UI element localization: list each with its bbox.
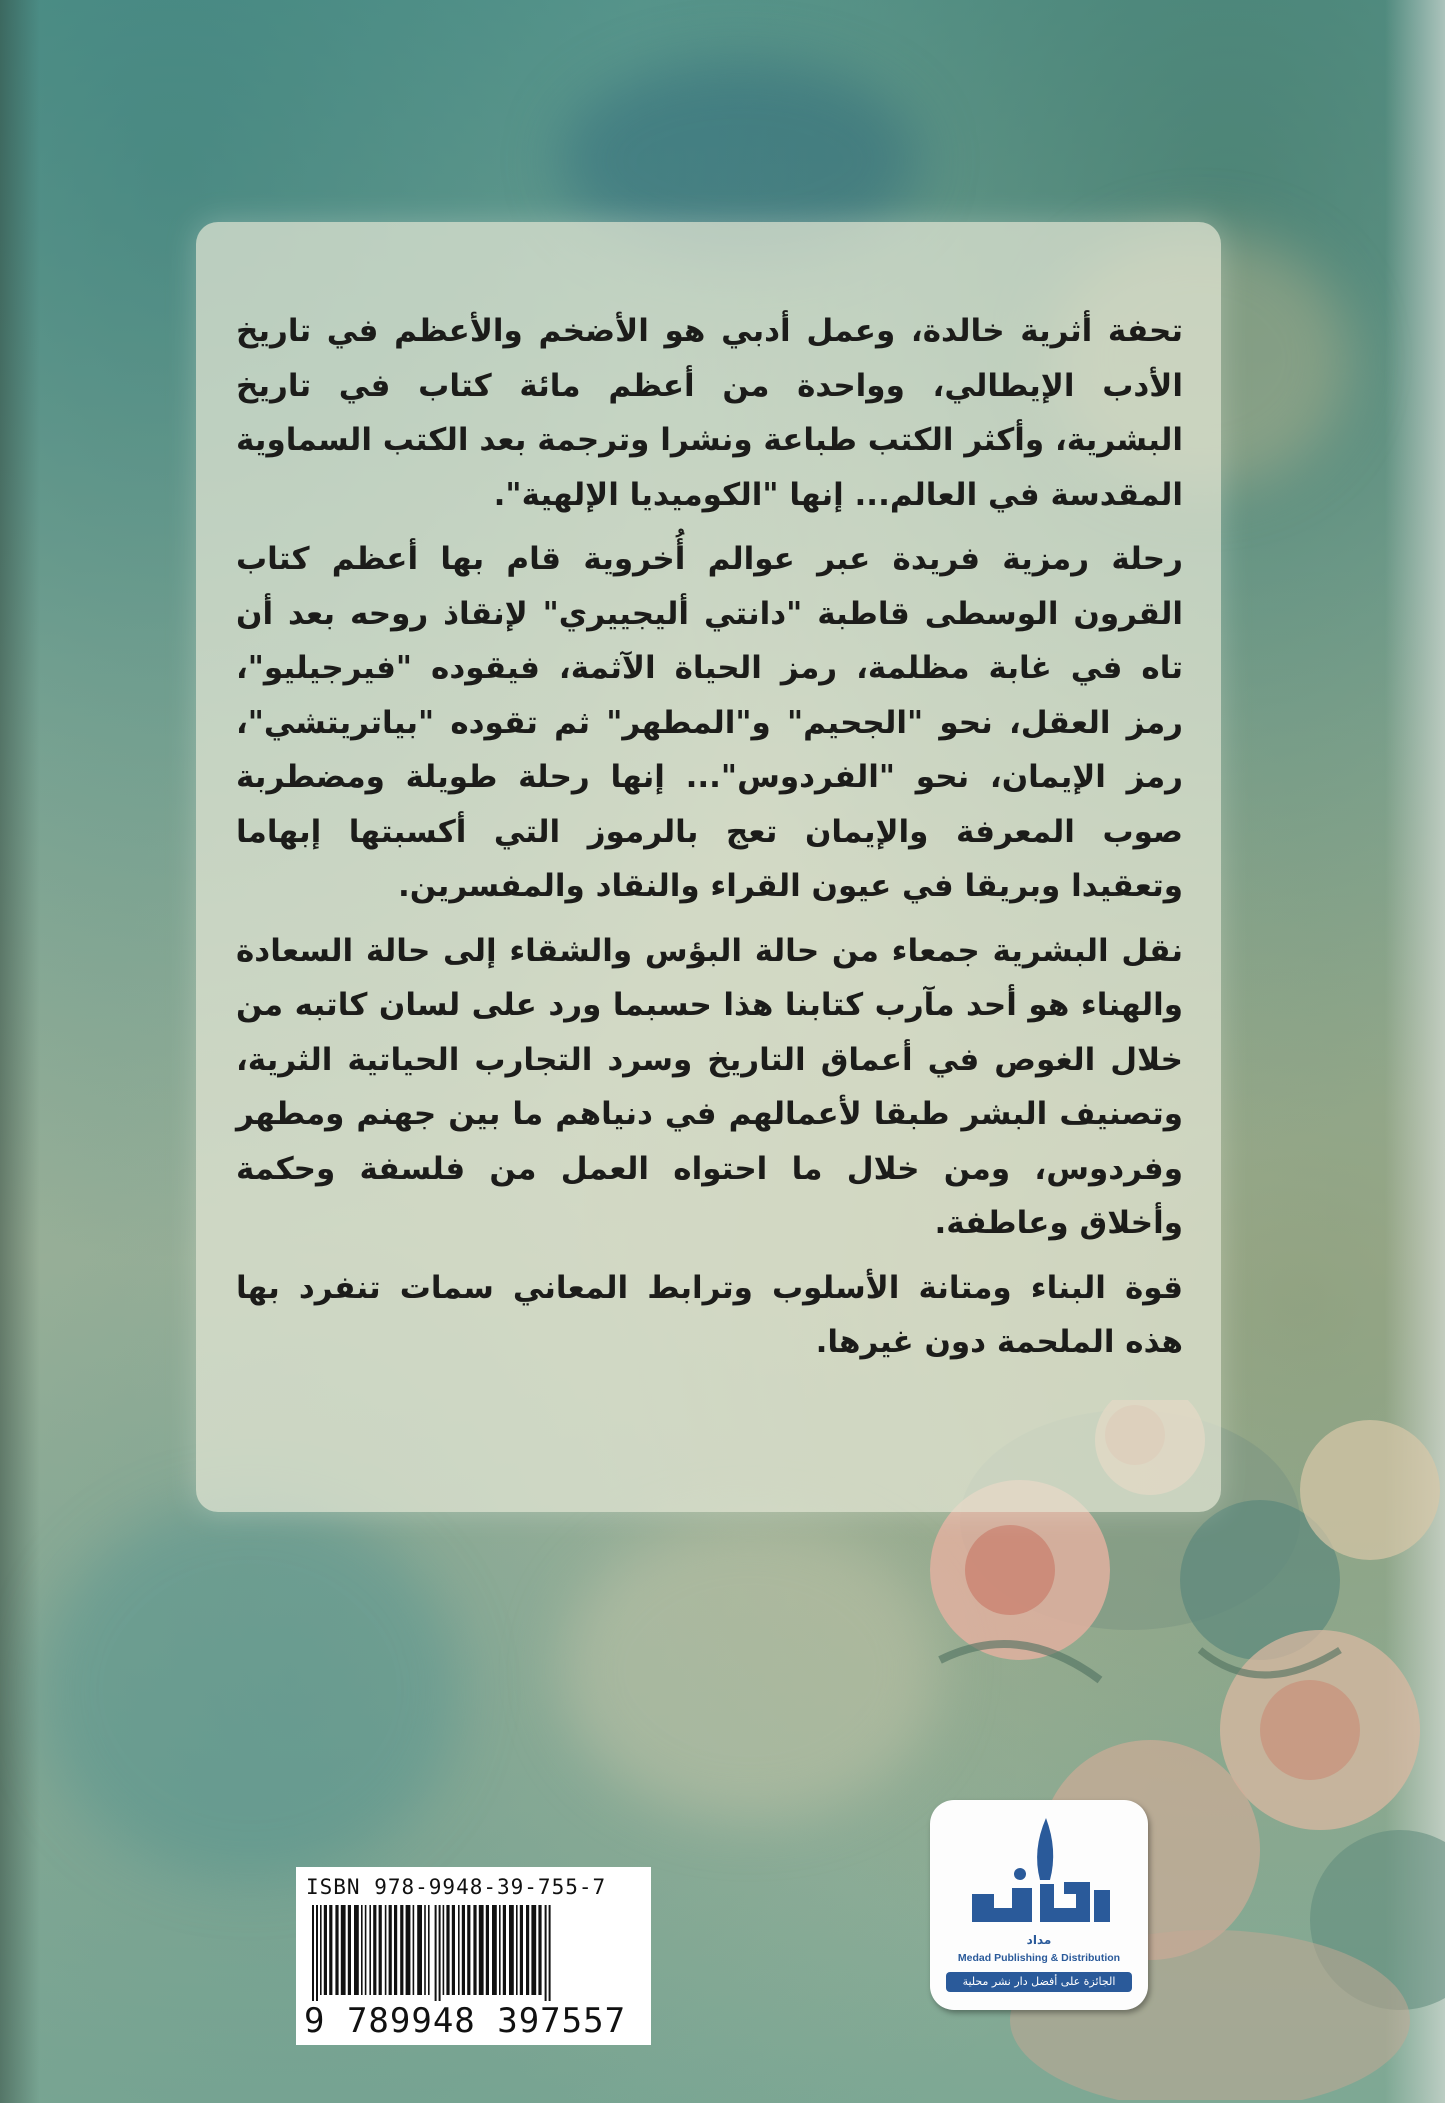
barcode-bar <box>424 1905 426 1995</box>
barcode-bar <box>320 1905 322 1995</box>
barcode-bar <box>443 1905 445 1995</box>
barcode-icon <box>310 1905 637 2001</box>
barcode-bar <box>369 1905 371 1995</box>
barcode-bar <box>394 1905 397 1995</box>
description-text <box>236 304 1183 1380</box>
logo-text: مداد <box>1026 1933 1052 1947</box>
paragraph-1: تحفة أثرية خالدة، وعمل أدبي هو الأضخم والأعظم في تاريخ الأدب الإيطالي، وواحدة من أعظم مائة كتاب في تاريخ البشرية، وأكثر الكتب طباعة ونشرا وترجمة بعد الكتب السماوية المقدسة في العالم... إنها "الكوميديا الإلهية". <box>236 313 1183 513</box>
paragraph-2: رحلة رمزية فريدة عبر عوالم أُخروية قام بها أعظم كتاب القرون الوسطى قاطبة "دانتي أليجييري" لإنقاذ روحه بعد أن تاه في غابة مظلمة، رمز الحياة الآثمة، فيقوده "فيرجيليو"، رمز العقل، نحو "الجحيم" و"المطهر" ثم تقوده "بياتريتشي"، رمز الإيمان، نحو "الفردوس"... إنها رحلة طويلة ومضطربة صوب المعرفة والإيمان تعج بالرموز التي أكسبتها إبهاما وتعقيدا وبريقا في عيون القراء والنقاد والمفسرين. <box>236 541 1183 904</box>
barcode-bar <box>324 1905 327 1995</box>
description-panel <box>196 222 1221 1512</box>
barcode-bar <box>452 1905 455 1995</box>
barcode-bar <box>335 1905 338 1995</box>
barcode-bar <box>462 1905 465 1995</box>
barcode-bar <box>509 1905 514 1995</box>
barcode-bar <box>329 1905 332 1995</box>
barcode-bar <box>348 1905 351 1995</box>
barcode-bar <box>446 1905 449 1995</box>
barcode-bar <box>516 1905 518 1995</box>
cover-left-shadow <box>0 0 40 2103</box>
barcode-bar <box>312 1905 314 2001</box>
barcode-bar <box>531 1905 536 1995</box>
background-texture <box>560 1520 940 1820</box>
barcode-bar <box>473 1905 476 1995</box>
barcode-bar <box>316 1905 318 2001</box>
barcode-bar <box>545 1905 547 2001</box>
publisher-logo <box>930 1800 1148 2010</box>
barcode-bar <box>385 1905 387 1995</box>
publisher-name: Medad Publishing & Distribution <box>957 1952 1121 1964</box>
barcode-bar <box>503 1905 506 1995</box>
barcode-bar <box>417 1905 422 1995</box>
barcode-bar <box>361 1905 363 1995</box>
publisher-tagline: الجائزة على أفضل دار نشر محلية <box>946 1972 1132 1992</box>
barcode-bar <box>379 1905 382 1995</box>
barcode-bar <box>479 1905 484 1995</box>
barcode-bar <box>365 1905 367 1995</box>
isbn-number: ISBN 978-9948-39-755-7 <box>306 1875 607 1899</box>
barcode-bar <box>549 1905 551 2001</box>
barcode-digits: 9 789948 397557 <box>304 2001 627 2041</box>
barcode-bar <box>492 1905 497 1995</box>
barcode-bar <box>373 1905 376 1995</box>
barcode-bar <box>413 1905 415 1995</box>
barcode-bar <box>435 1905 437 2001</box>
barcode-bar <box>486 1905 489 1995</box>
barcode-bar <box>389 1905 392 1995</box>
barcode-bar <box>406 1905 411 1995</box>
paragraph-3: نقل البشرية جمعاء من حالة البؤس والشقاء إلى حالة السعادة والهناء هو أحد مآرب كتابنا هذا حسبما ورد على لسان كاتبه من خلال الغوص في أعماق التاريخ وسرد التجارب الحياتية الثرية، وتصنيف البشر طبقا لأعمالهم في دنياهم ما بين جهنم ومطهر وفردوس، ومن خلال ما احتواه العمل من فلسفة وحكمة وأخلاق وعاطفة. <box>236 932 1183 1241</box>
barcode-bar <box>439 1905 441 2001</box>
barcode-bar <box>458 1905 460 1995</box>
barcode-bar <box>428 1905 430 1995</box>
barcode-bar <box>526 1905 529 1995</box>
barcode-label <box>296 1867 651 2045</box>
paragraph-4: قوة البناء ومتانة الأسلوب وترابط المعاني سمات تنفرد بها هذه الملحمة دون غيرها. <box>236 1269 1183 1360</box>
barcode-bar <box>354 1905 359 1995</box>
barcode-bar <box>341 1905 346 1995</box>
medad-logo-icon <box>954 1810 1124 1950</box>
barcode-bar <box>467 1905 470 1995</box>
barcode-bar <box>400 1905 403 1995</box>
barcode-bar <box>499 1905 501 1995</box>
barcode-bar <box>538 1905 541 1995</box>
background-texture <box>40 1500 460 1880</box>
barcode-bar <box>520 1905 523 1995</box>
